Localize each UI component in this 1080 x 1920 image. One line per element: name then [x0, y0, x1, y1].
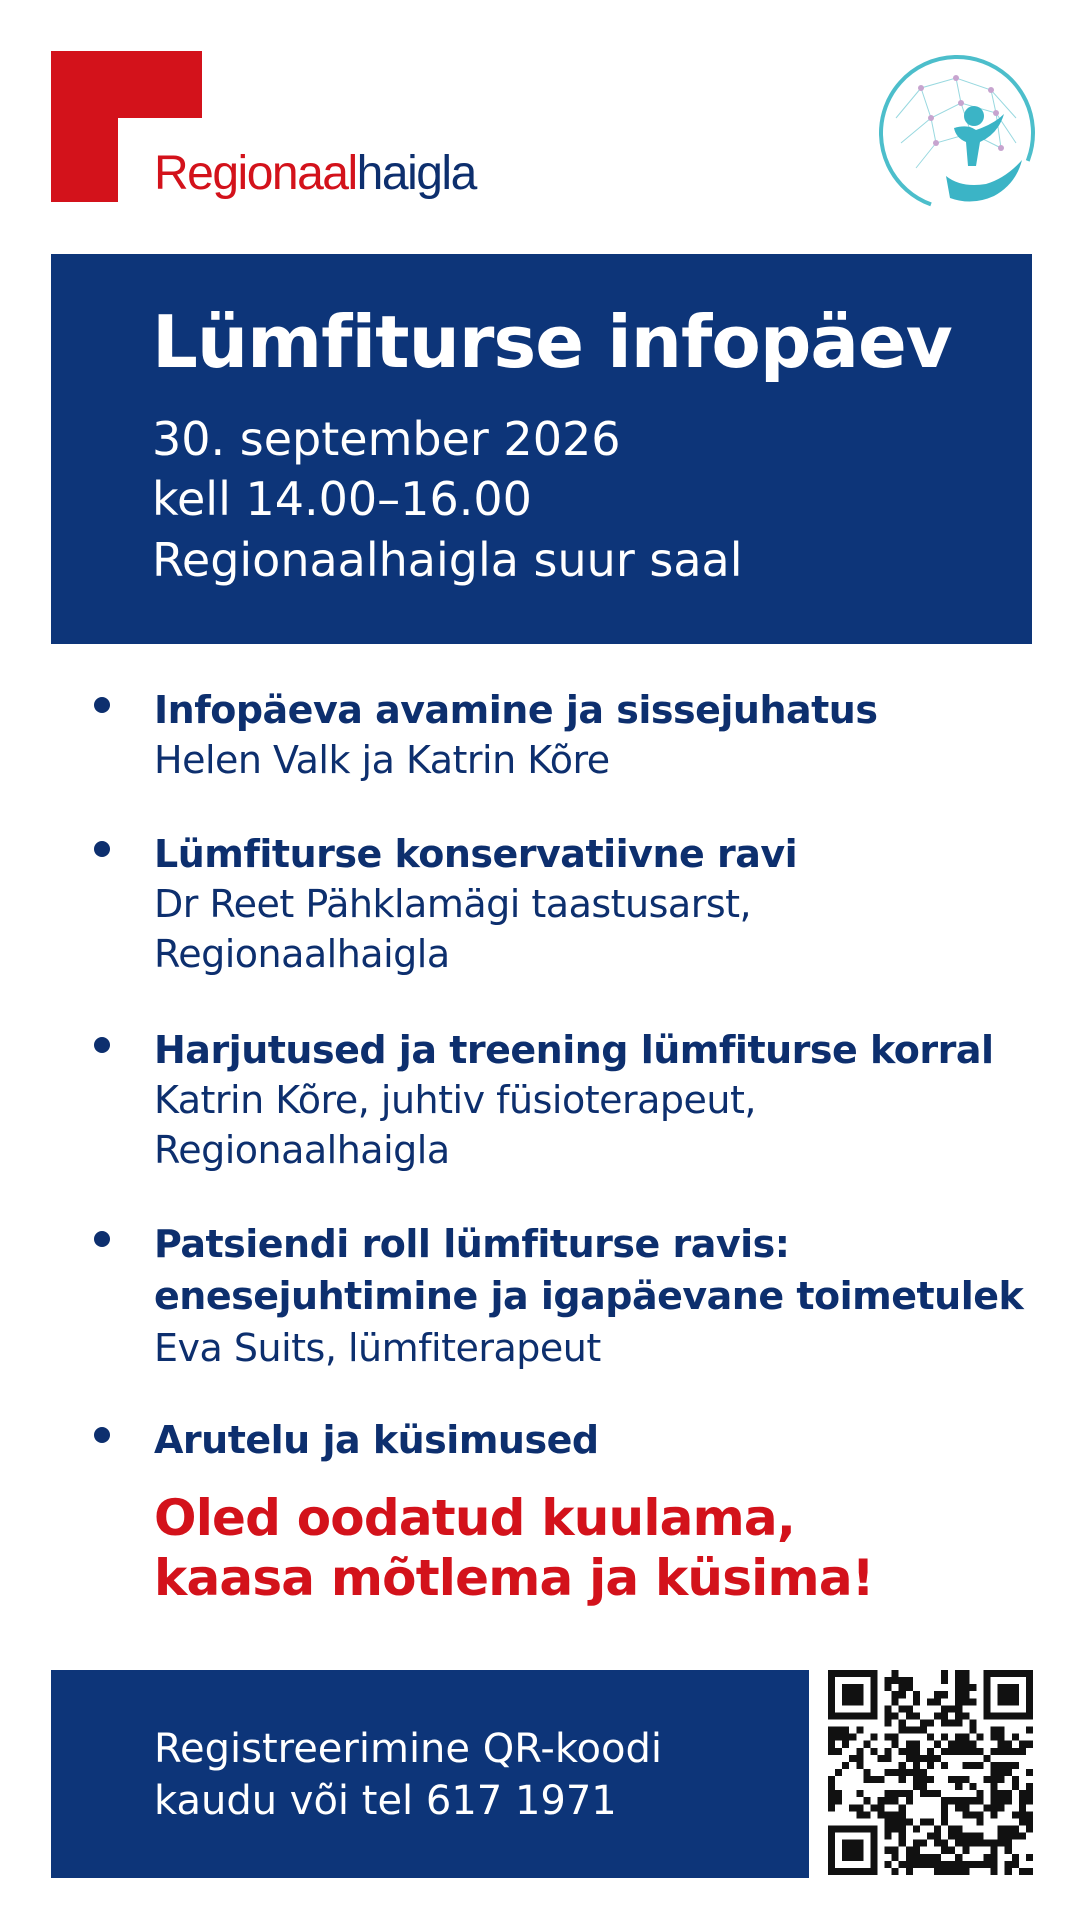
logo-word-red: Regionaal — [154, 147, 357, 200]
qr-code-icon[interactable] — [828, 1670, 1033, 1875]
logo-wordmark — [154, 146, 476, 201]
registration-panel — [51, 1670, 809, 1878]
agenda-item-title: Infopäeva avamine ja sissejuhatus — [154, 688, 878, 732]
event-date: 30. september 2026 — [152, 412, 621, 466]
registration-line: Registreerimine QR-koodi — [154, 1726, 663, 1772]
regionaalhaigla-logo — [51, 51, 571, 221]
bullet-icon — [94, 1231, 110, 1247]
logo-word-blue: haigla — [356, 147, 476, 200]
agenda-item-title: Harjutused ja treening lümfiturse korral — [154, 1028, 994, 1072]
invitation-line: kaasa mõtlema ja küsima! — [154, 1549, 874, 1607]
agenda-item-speaker: Dr Reet Pähklamägi taastusarst, — [154, 882, 752, 926]
bullet-icon — [94, 1037, 110, 1053]
agenda-item-speaker: Helen Valk ja Katrin Kõre — [154, 738, 610, 782]
bullet-icon — [94, 841, 110, 857]
registration-text — [154, 1723, 662, 1827]
agenda-item-speaker: Regionaalhaigla — [154, 932, 450, 976]
agenda-item-speaker: Eva Suits, lümfiterapeut — [154, 1326, 601, 1370]
event-title: Lümfiturse infopäev — [152, 300, 952, 384]
event-header-panel — [51, 254, 1032, 644]
lymph-support-emblem-icon — [876, 48, 1038, 218]
agenda-item-title: Patsiendi roll lümfiturse ravis: — [154, 1222, 790, 1266]
registration-line: kaudu või tel 617 1971 — [154, 1778, 617, 1824]
bullet-icon — [94, 697, 110, 713]
event-place: Regionaalhaigla suur saal — [152, 533, 743, 587]
agenda-item-title-line2: enesejuhtimine ja igapäevane toimetulek — [154, 1274, 1024, 1318]
invitation-text — [154, 1488, 874, 1608]
agenda-item-speaker: Katrin Kõre, juhtiv füsioterapeut, — [154, 1078, 756, 1122]
agenda-item-title: Arutelu ja küsimused — [154, 1418, 599, 1462]
invitation-line: Oled oodatud kuulama, — [154, 1489, 796, 1547]
bullet-icon — [94, 1427, 110, 1443]
agenda-item-title: Lümfiturse konservatiivne ravi — [154, 832, 798, 876]
event-time: kell 14.00–16.00 — [152, 472, 532, 526]
agenda-item-speaker: Regionaalhaigla — [154, 1128, 450, 1172]
